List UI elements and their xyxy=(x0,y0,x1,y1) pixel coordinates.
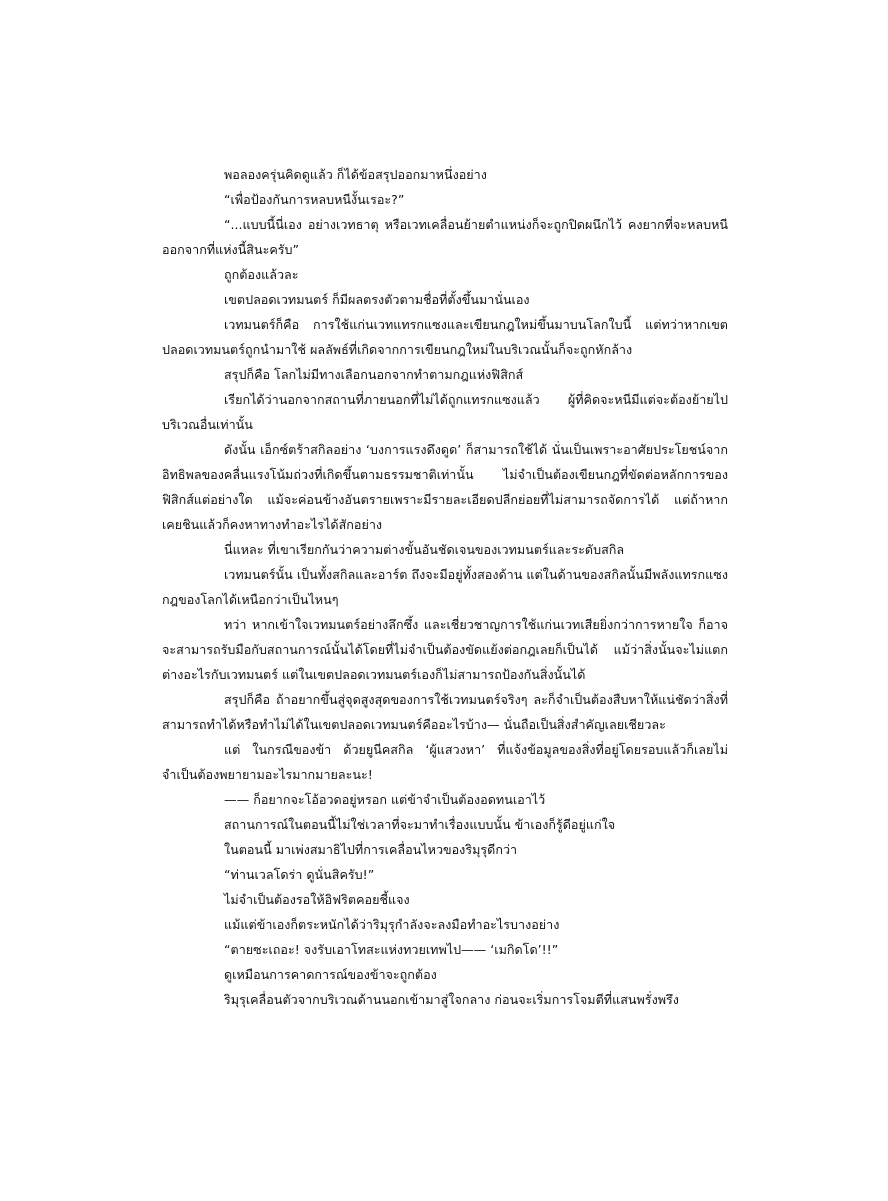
paragraph: พอลองครุ่นคิดดูแล้ว ก็ได้ข้อสรุปออกมาหนึ่งอย่าง xyxy=(224,167,487,182)
paragraph: ดังนั้น เอ็กซ์ตร้าสกิลอย่าง ‘บงการแรงดึงดูด’ ก็สามารถใช้ได้ นั่นเป็นเพราะอาศัยประโยชน์จากอิทธิพลของคลื่นแรงโน้มถ่วงที่เกิดขึ้นตามธรรมชาติเท่านั้น ไม่จำเป็นต้องเขียนกฎที่ขัดต่อหลักการของฟิสิกส์แต่อย่างใด แม้จะค่อนข้างอันตรายเพราะมีรายละเอียดปลีกย่อยที่ไม่สามารถจัดการได้ แต่ถ้าหากเคยชินแล้วก็คงหาทางทำอะไรได้สักอย่าง xyxy=(162,442,728,532)
paragraph: ริมุรุเคลื่อนตัวจากบริเวณด้านนอกเข้ามาสู่ใจกลาง ก่อนจะเริ่มการโจมตีที่แสนพรั่งพรึง xyxy=(224,992,679,1007)
paragraph: เรียกได้ว่านอกจากสถานที่ภายนอกที่ไม่ได้ถูกแทรกแซงแล้ว ผู้ที่คิดจะหนีมีแต่จะต้องย้ายไปบริเวณอื่นเท่านั้น xyxy=(162,392,728,432)
paragraph: นี่แหละ ที่เขาเรียกกันว่าความต่างขั้นอันชัดเจนของเวทมนตร์และระดับสกิล xyxy=(224,542,625,557)
paragraph: ดูเหมือนการคาดการณ์ของข้าจะถูกต้อง xyxy=(224,967,437,982)
paragraph: “ท่านเวลโดร่า ดูนั่นสิครับ!” xyxy=(224,867,375,882)
paragraph: แต่ ในกรณีของข้า ด้วยยูนีคสกิล ‘ผู้แสวงหา’ ที่แจ้งข้อมูลของสิ่งที่อยู่โดยรอบแล้วก็เลยไม่จำเป็นต้องพยายามอะไรมากมายละนะ! xyxy=(162,742,728,782)
paragraph: —— ก็อยากจะโอ้อวดอยู่หรอก แต่ข้าจำเป็นต้องอดทนเอาไว้ xyxy=(224,792,546,807)
paragraph: “ตายซะเถอะ! จงรับเอาโทสะแห่งทวยเทพไป—— ‘เมกิดโด’!!” xyxy=(224,942,559,957)
paragraph: เวทมนตร์นั้น เป็นทั้งสกิลและอาร์ต ถึงจะมีอยู่ทั้งสองด้าน แต่ในด้านของสกิลนั้นมีพลังแทรกแซงกฎของโลกได้เหนือกว่าเป็นไหนๆ xyxy=(162,567,728,607)
paragraph: ถูกต้องแล้วละ xyxy=(224,267,299,282)
paragraph: ในตอนนี้ มาเพ่งสมาธิไปที่การเคลื่อนไหวของริมุรุดีกว่า xyxy=(224,842,518,857)
paragraph: สถานการณ์ในตอนนี้ไม่ใช่เวลาที่จะมาทำเรื่องแบบนั้น ข้าเองก็รู้ดีอยู่แก่ใจ xyxy=(224,817,616,832)
paragraph: “...แบบนี้นี่เอง อย่างเวทธาตุ หรือเวทเคลื่อนย้ายตำแหน่งก็จะถูกปิดผนึกไว้ คงยากที่จะหลบหนีออกจากที่แห่งนี้สินะครับ” xyxy=(162,217,728,257)
body-text xyxy=(162,162,728,1012)
paragraph: ไม่จำเป็นต้องรอให้อิฟริตคอยชี้แจง xyxy=(224,892,410,907)
paragraph: เขตปลอดเวทมนตร์ ก็มีผลตรงตัวตามชื่อที่ตั้งขึ้นมานั่นเอง xyxy=(224,292,530,307)
paragraph: สรุปก็คือ โลกไม่มีทางเลือกนอกจากทำตามกฎแห่งฟิสิกส์ xyxy=(224,367,524,382)
paragraph: ทว่า หากเข้าใจเวทมนตร์อย่างลึกซึ้ง และเชี่ยวชาญการใช้แก่นเวทเสียยิ่งกว่าการหายใจ ก็อาจจะสามารถรับมือกับสถานการณ์นั้นได้โดยที่ไม่จำเป็นต้องขัดแย้งต่อกฎเลยก็เป็นได้ แม้ว่าสิ่งนั้นจะไม่แตกต่างอะไรกับเวทมนตร์ แต่ในเขตปลอดเวทมนตร์เองก็ไม่สามารถป้องกันสิ่งนั้นได้ xyxy=(162,617,728,682)
paragraph: “เพื่อป้องกันการหลบหนีงั้นเรอะ?” xyxy=(224,192,405,207)
paragraph: เวทมนตร์ก็คือ การใช้แก่นเวทแทรกแซงและเขียนกฎใหม่ขึ้นมาบนโลกใบนี้ แต่ทว่าหากเขตปลอดเวทมนตร์ถูกนำมาใช้ ผลลัพธ์ที่เกิดจากการเขียนกฎใหม่ในบริเวณนั้นก็จะถูกหักล้าง xyxy=(162,317,728,357)
paragraph: สรุปก็คือ ถ้าอยากขึ้นสู่จุดสูงสุดของการใช้เวทมนตร์จริงๆ ละก็จำเป็นต้องสืบหาให้แน่ชัดว่าสิ่งที่สามารถทำได้หรือทำไม่ได้ในเขตปลอดเวทมนตร์คืออะไรบ้าง— นั่นถือเป็นสิ่งสำคัญเลยเชียวละ xyxy=(162,692,728,732)
paragraph: แม้แต่ข้าเองก็ตระหนักได้ว่าริมุรุกำลังจะลงมือทำอะไรบางอย่าง xyxy=(224,917,560,932)
